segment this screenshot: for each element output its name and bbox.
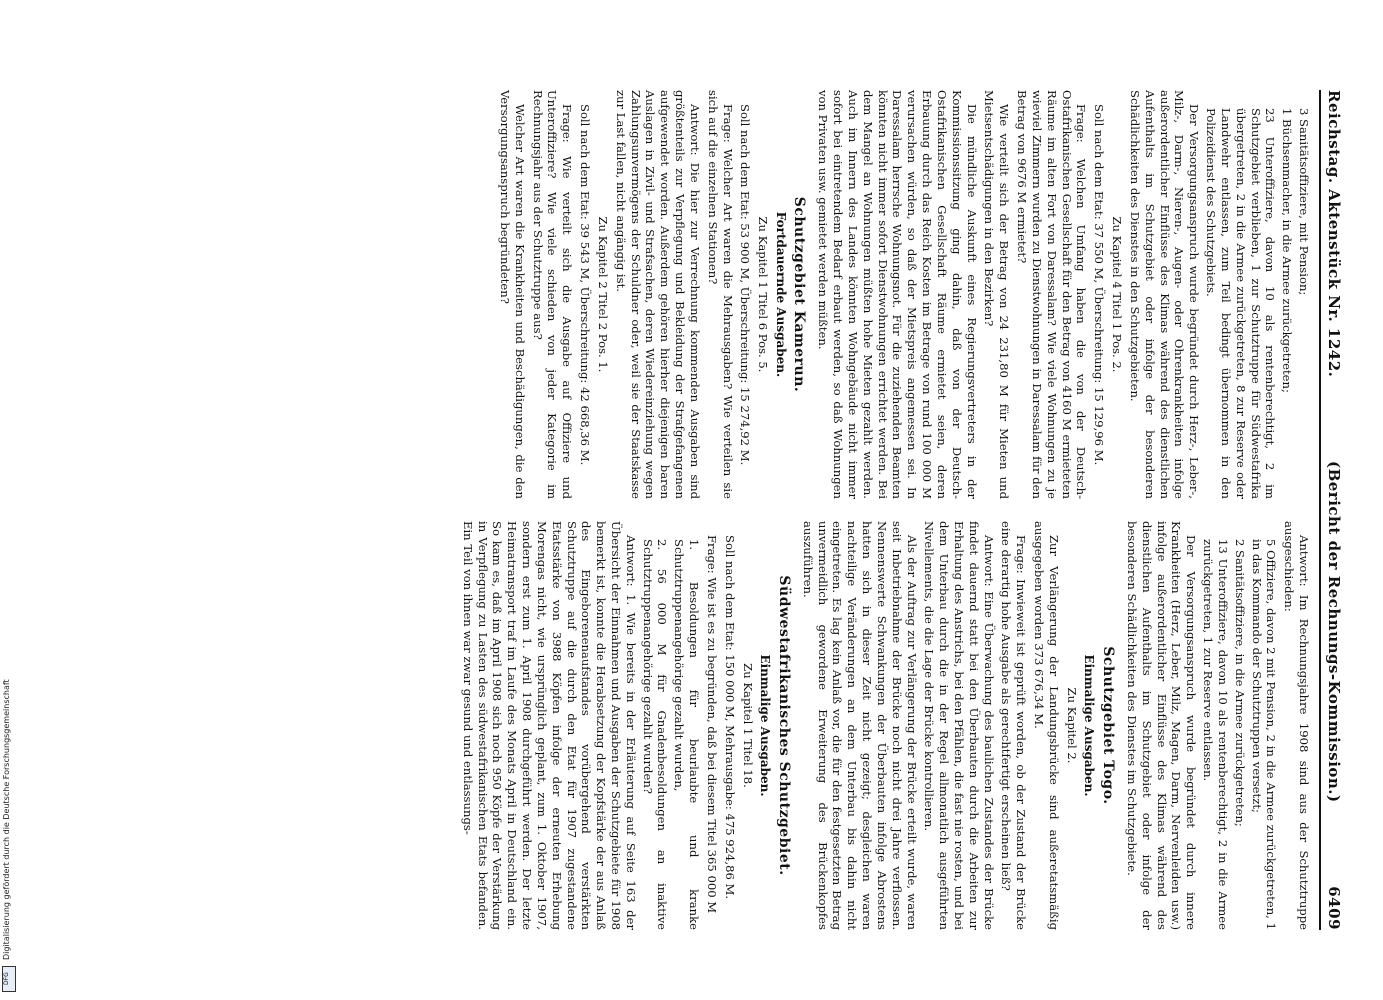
- section-heading: Südwestafrikanisches Schutzgebiet.: [775, 575, 792, 876]
- list-item: 2 Sanitätsoffiziere, in die Armee zurückgetreten;: [1232, 539, 1247, 827]
- answer: Antwort: Eine Überwachung des baulichen Zustandes der Brücke findet dauernd statt bei den Überbauten durch die Arbeiten zur Erhaltung des Anstrichs, bei den Pfählen, die fast nie rosten, und bei dem Unterbau durch die in der Regel allmonatlich ausgeführten Nivellements, die die Lage der Brücke kontrollieren.: [922, 521, 996, 930]
- section-heading: Schutzgebiet Togo.: [1100, 646, 1117, 805]
- paragraph: Die mündliche Auskunft eines Regierungsvertreters in der Kommissionssitzung ging dahin, daß von der Deutsch-Ostafrikanischen Gesellschaft Räume ermietet seien, deren Erbauung durch das Reich Kosten im Betrage von rund 100 000 M verursachen würden, so daß der Mietspreis angemessen sei. In Daressalam herrsche Wohnungsnot. Für die zuziehenden Beamten könnten nicht immer sofort Dienstwohnungen errichtet werden. Bei dem Mangel an Wohnungen müßten hohe Mieten gezahlt werden. Auch im Innern des Landes könnten Wohngebäude nicht immer sofort bei eintretendem Bedarf erbaut werden, so daß Wohnungen von Privaten usw. gemietet werden müßten.: [816, 90, 979, 499]
- answer: Antwort: Die hier zur Verrechnung kommenden Ausgaben sind größtenteils zur Verpflegung und Bekleidung der Strafgefangenen aufgewendet worden. Außerdem gehören hierher diejenigen baren Auslagen in Zivil- und Strafsachen, deren Wiedereinziehung wegen Zahlungsunvermögens der Schuldner oder, weil sie der Staatskasse zur Last fallen, nicht angängig ist.: [613, 90, 702, 499]
- header-left: Reichstag. Aktenstück Nr. 1242.: [1325, 90, 1343, 378]
- question: Frage: Welchen Umfang haben die von der Deutsch-Ostafrikanischen Gesellschaft für den Betrag von 4160 M ermieteten Räume im alten Fort von Daressalam? Wie viele Wohnungen zu je wieviel Zimmern wurden zu Dienstwohnungen in Daressalam für den Betrag von 9676 M ermietet?: [1015, 90, 1089, 499]
- list-item: 13 Unteroffiziere, davon 10 als rentenberechtigt, 2 in die Armee zurückgetreten, 1 zur Reserve entlassen.: [1201, 539, 1230, 930]
- page-header: [1319, 90, 1343, 930]
- subsection-heading: Einmalige Ausgaben.: [1082, 654, 1097, 797]
- page-number: 6409: [1325, 886, 1343, 930]
- answer: Antwort: 1. Wie bereits in der Erläuterung auf Seite 163 der Übersicht der Einnahmen und Ausgaben der Schutzgebiete für 1908 bemerkt ist, konnte die Herabsetzung der Kopfstärke der aus Anlaß des Eingeborenenaufstandes vorübergehend verstärkten Schutztruppe auf die durch den Etat für 1907 zugestandene Etatsstärke von 3988 Köpfen infolge der erneuten Erhebung Morengas nicht, wie ursprünglich geplant, zum 1. Oktober 1907, sondern erst zum 1. April 1908 durchgeführt werden. Der letzte Heimatransport traf im Laufe des Monats April in Deutschland ein. So kam es, daß im April 1908 sich noch 950 Köpfe der Verstärkung in Verpflegung zu Lasten des südwestafrikanischen Etats befanden. Ein Teil von ihnen war zwar gesund und entlassungs-: [460, 521, 638, 930]
- question: Wie verteilt sich der Betrag von 24 231,80 M für Mieten und Mietsentschädigungen in den Bezirken?: [982, 90, 1012, 499]
- chapter-ref: Zu Kapitel 2 Titel 2 Pos. 1.: [595, 216, 610, 373]
- budget-line: Soll nach dem Etat: 150 000 M, Mehrausgabe: 475 924,86 M.: [722, 535, 737, 900]
- list-item: 23 Unteroffiziere, davon 10 als rentenberechtigt, 2 im Schutzgebiet verblieben, 1 zur Schutztruppe für Südwestafrika übergetreten, 2 in die Armee zurückgetreten, 8 zur Reserve oder Landwehr entlassen, zum Teil bedingt übernommen in den Polizeidienst des Schutzgebiets.: [1204, 108, 1278, 499]
- text-columns: [457, 90, 1311, 930]
- list-item: 1 Büchsenmacher, in die Armee zurückgetreten;: [1280, 108, 1295, 393]
- budget-line: Soll nach dem Etat: 39 543 M, Überschreitung: 42 668,36 M.: [578, 104, 593, 466]
- list-item: 3 Sanitätsoffiziere, mit Pension;: [1297, 108, 1311, 296]
- question: Frage: Inwieweit ist geprüft worden, ob der Zustand der Brücke eine derartig hohe Ausgabe als gerechtfertigt erscheinen ließ?: [999, 521, 1029, 930]
- answer: Antwort: Im Rechnungsjahre 1908 sind aus der Schutztruppe ausgeschieden:: [1282, 521, 1311, 930]
- chapter-ref: Zu Kapitel 4 Titel 1 Pos. 2.: [1110, 216, 1125, 373]
- question: Frage: Wie ist es zu begründen, daß bei diesem Titel 365 000 M: [704, 535, 719, 914]
- chapter-ref: Zu Kapitel 2.: [1064, 687, 1079, 764]
- chapter-ref: Zu Kapitel 1 Titel 6 Pos. 5.: [756, 216, 771, 373]
- paragraph: Als der Auftrag zur Verlängerung der Brücke erteilt wurde, waren seit Inbetriebnahme der Brücke noch nicht drei Jahre verflossen. Nennenswerte Schwankungen der Überbauten infolge Abrostens hatten sich in dieser Zeit nicht gezeigt; desgleichen waren nachteilige Veränderungen an dem Unterbau bis dahin nicht eingetreten. Es lag kein Anlaß vor, die für den festgesetzten Betrag unvermeidlich gewordene Erweiterung des Brückenkopfes auszuführen.: [800, 521, 919, 930]
- subsection-heading: Einmalige Ausgaben.: [757, 654, 772, 797]
- list-item: 1. Besoldungen für beurlaubte und kranke Schutztruppenangehörige gezahlt wurden,: [672, 539, 702, 930]
- budget-line: Soll nach dem Etat: 37 550 M, Überschreitung: 15 129,96 M.: [1092, 104, 1107, 466]
- list-item: 5 Offiziere, davon 2 mit Pension, 2 in die Armee zurückgetreten, 1 in das Kommando der Schutztruppen versetzt;: [1249, 539, 1279, 930]
- question: Frage: Welcher Art waren die Mehrausgaben? Wie verteilen sie sich auf die einzelnen Stationen?: [705, 90, 735, 499]
- chapter-ref: Zu Kapitel 1 Titel 18.: [740, 663, 755, 788]
- paragraph: Zur Verlängerung der Landungsbrücke sind außeretatsmäßig ausgegeben worden 373 676,34 M.: [1032, 521, 1061, 930]
- list-item: 2. 56 000 M für Gnadenbesoldungen an inaktive Schutztruppenangehörige gezahlt wurden?: [640, 539, 670, 930]
- header-center: (Bericht der Rechnungs-Kommission.): [1325, 460, 1343, 803]
- digitization-note-text: Digitalisierung gefördert durch die Deutsche Forschungsgemeinschaft: [2, 679, 11, 960]
- question: Welcher Art waren die Krankheiten und Beschädigungen, die den Versorgungsanspruch begründeten?: [497, 90, 527, 499]
- column-right: [457, 521, 1311, 930]
- section-heading: Schutzgebiet Kamerun.: [791, 196, 808, 393]
- dfg-logo-text: DFG: [3, 972, 10, 986]
- paragraph: Der Versorgungsanspruch wurde begründet durch Herz-, Leber-, Milz-, Darm-, Nieren-, Augen- oder Ohrenkrankheiten infolge außerordentlicher Einflüsse des Klimas während des dienstlichen Aufenthalts im Schutzgebiet oder infolge der besonderen Schädlichkeiten des Dienstes in den Schutzgebieten.: [1127, 90, 1202, 499]
- question: Frage: Wie verteilt sich die Ausgabe auf Offiziere und Unteroffiziere? Wie viele schieden von jeder Kategorie im Rechnungsjahr aus der Schutztruppe aus?: [530, 90, 575, 499]
- subsection-heading: Fortdauernde Ausgaben.: [773, 211, 788, 378]
- budget-line: Soll nach dem Etat: 53 900 M, Überschreitung: 15 274,92 M.: [738, 104, 753, 466]
- column-left: [457, 90, 1311, 499]
- paragraph: Der Versorgungsanspruch wurde begründet durch innere Krankheiten (Herz, Leber, Milz, Magen, Darm, Nervenleiden usw.) infolge außerordentlicher Einflüsse des Klimas während des dienstlichen Aufenthalts im Schutzgebiet oder infolge der besonderen Schädlichkeiten des Dienstes im Schutzgebiete.: [1124, 521, 1199, 930]
